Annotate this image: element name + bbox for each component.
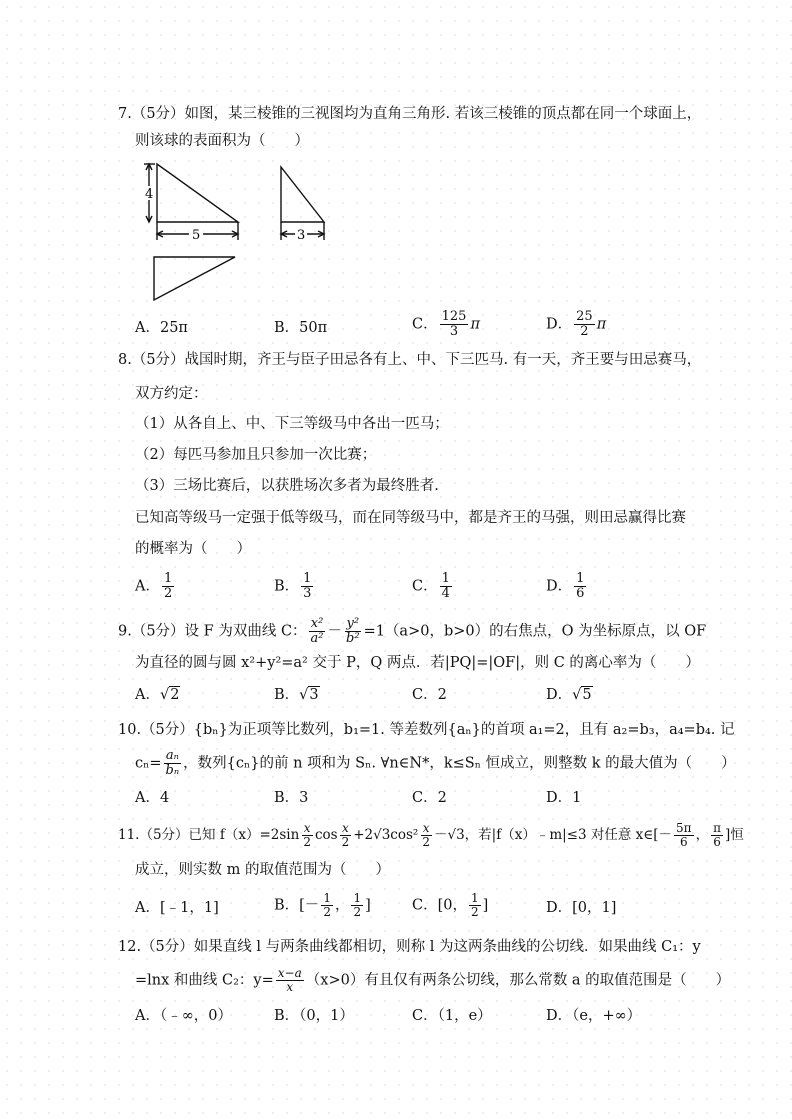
- q9-option-d[interactable]: D．√5: [546, 687, 592, 703]
- q7-option-c[interactable]: C． $\frac{125}{3}$ π: [412, 309, 480, 339]
- q7-fig-label-5: 5: [192, 228, 201, 243]
- q9-option-c[interactable]: C．2: [412, 687, 447, 703]
- q9-option-a[interactable]: A．√2: [135, 687, 180, 703]
- q8-option-d[interactable]: D． $\frac{1}{6}$: [546, 571, 585, 601]
- q12-line1: 12.（5分）如果直线 l 与两条曲线都相切，则称 l 为这两条曲线的公切线．如果曲线 C₁：y: [118, 939, 701, 955]
- q11-option-a[interactable]: A．[﹣1，1]: [135, 900, 219, 916]
- q8-rule-3: （3）三场比赛后，以获胜场次多者为最终胜者.: [135, 478, 439, 494]
- q12-option-d[interactable]: D．（e，+∞）: [546, 1008, 642, 1024]
- q8-line1: 8.（5分）战国时期，齐王与臣子田忌各有上、中、下三匹马. 有一天，齐王要与田忌赛马，: [118, 352, 702, 368]
- q10-option-a[interactable]: A．4: [135, 790, 170, 806]
- q7-option-a[interactable]: A．25π: [135, 320, 188, 336]
- q9-line1: 9.（5分）设 F 为双曲线 C： $\frac{\text{x²}}{\text{a²}}$ － $\frac{\text{y²}}{\text{b²}}$ =1（a>0，b>0）的右焦点，O 为坐标原点，以 OF: [118, 616, 707, 646]
- q11-line1: 11.（5分）已知 f（x）=2sin $\frac{x}{2}$ cos $\frac{x}{2}$ +2√3cos² $\frac{x}{2}$ －√3，若|f（x）﹣m|≤3 对任意 x∈[－ $\frac{5\pi}{6}$ ， $\frac{\pi}{6}$ ]恒: [118, 821, 744, 849]
- q11-line2: 成立，则实数 m 的取值范围为（ ）: [135, 862, 390, 878]
- q12-line2: =lnx 和曲线 C₂：y= $\frac{x-a}{x}$ （x>0）有且仅有两条公切线，那么常数 a 的取值范围是（ ）: [135, 966, 731, 994]
- q10-option-c[interactable]: C．2: [412, 790, 447, 806]
- q12-option-b[interactable]: B．（0，1）: [274, 1008, 354, 1024]
- q12-option-a[interactable]: A．（﹣∞，0）: [135, 1008, 233, 1024]
- q7-three-view-figure: [135, 158, 335, 308]
- q8-line7: 的概率为（ ）: [135, 541, 251, 557]
- q8-rule-2: （2）每匹马参加且只参加一次比赛；: [135, 447, 377, 463]
- q8-option-c[interactable]: C． $\frac{1}{4}$: [412, 571, 450, 601]
- q10-line2: cₙ= $\frac{\text{aₙ}}{\text{bₙ}}$ ，数列{cₙ}的前 n 项和为 Sₙ. ∀n∈N*，k≤Sₙ 恒成立，则整数 k 的最大值为（ ）: [135, 748, 736, 778]
- q11-option-b[interactable]: B．[－ $\frac{1}{2}$ ， $\frac{1}{2}$ ]: [274, 891, 371, 919]
- q10-option-b[interactable]: B．3: [274, 790, 309, 806]
- q7-stem-line2: 则该球的表面积为（ ）: [135, 133, 309, 149]
- front-view-triangle: [157, 164, 238, 222]
- q7-option-b[interactable]: B．50π: [274, 320, 328, 336]
- q12-option-c[interactable]: C．（1，e）: [412, 1008, 492, 1024]
- q11-option-c[interactable]: C．[0， $\frac{1}{2}$ ]: [412, 891, 489, 919]
- q7-fig-label-3: 3: [297, 228, 306, 243]
- q10-option-d[interactable]: D．1: [546, 790, 582, 806]
- q7-fig-label-4: 4: [145, 187, 154, 202]
- q8-option-b[interactable]: B． $\frac{1}{3}$: [274, 571, 312, 601]
- q8-line2: 双方约定：: [135, 386, 208, 402]
- q10-line1: 10.（5分）{bₙ}为正项等比数列，b₁=1. 等差数列{aₙ}的首项 a₁=2，且有 a₂=b₃，a₄=b₄. 记: [118, 722, 735, 738]
- q11-option-d[interactable]: D．[0，1]: [546, 900, 617, 916]
- q9-line2: 为直径的圆与圆 x²+y²=a² 交于 P，Q 两点．若|PQ|=|OF|，则 C 的离心率为（ ）: [135, 655, 700, 671]
- q9-option-b[interactable]: B．√3: [274, 687, 319, 703]
- side-view-triangle: [281, 167, 324, 222]
- top-view-triangle: [154, 257, 235, 300]
- q8-rule-1: （1）从各自上、中、下三等级马中各出一匹马；: [135, 416, 449, 432]
- q8-option-a[interactable]: A． $\frac{1}{2}$: [135, 571, 173, 601]
- q8-line6: 已知高等级马一定强于低等级马，而在同等级马中，都是齐王的马强，则田忌赢得比赛: [135, 510, 686, 526]
- q7-option-d[interactable]: D． $\frac{25}{2}$ π: [546, 309, 607, 339]
- q7-stem-line1: 7.（5分）如图，某三棱锥的三视图均为直角三角形. 若该三棱锥的顶点都在同一个球面上，: [118, 106, 702, 122]
